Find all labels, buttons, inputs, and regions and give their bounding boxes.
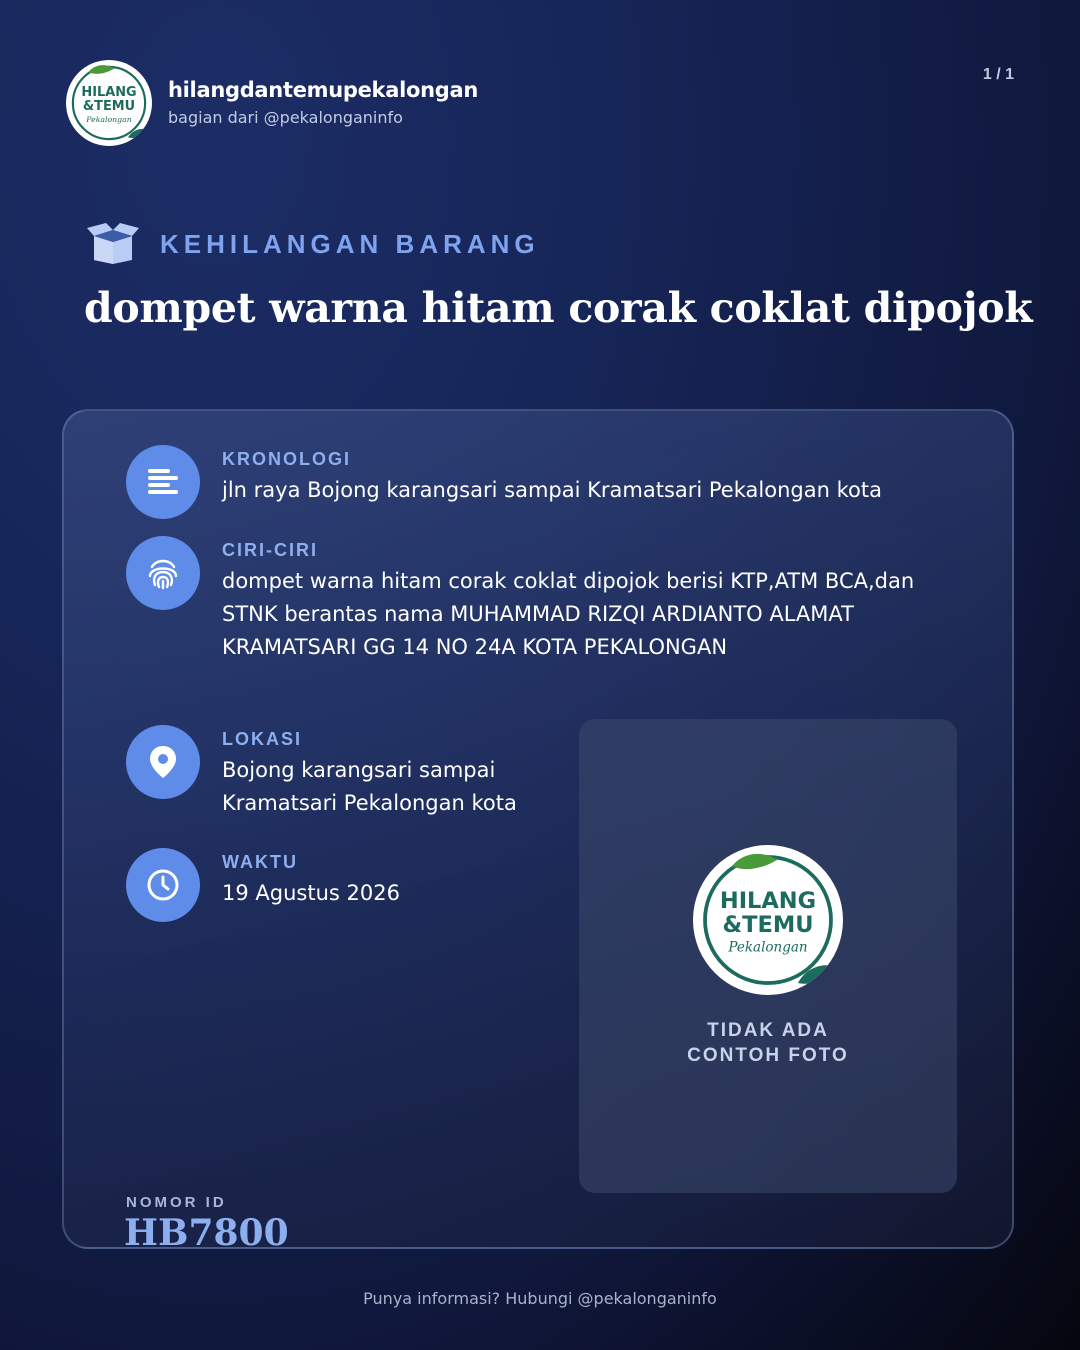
logo-line1: HILANG — [81, 85, 137, 101]
item-title: dompet warna hitam corak coklat dipojok — [84, 284, 1033, 332]
waktu-text: 19 Agustus 2026 — [222, 881, 400, 905]
logo-line1: HILANG — [719, 888, 817, 914]
account-name[interactable]: hilangdantemupekalongan — [168, 78, 479, 102]
ciri-ciri-text: dompet warna hitam corak coklat dipojok berisi KTP,ATM BCA,dan STNK berantas nama MUHAMMAD RIZQI ARDIANTO ALAMAT KRAMATSARI GG 14 NO 24A KOTA PEKALONGAN — [222, 569, 915, 659]
category-label: KEHILANGAN BARANG — [160, 229, 540, 259]
page-indicator: 1 / 1 — [982, 66, 1014, 83]
hilang-temu-logo-icon — [66, 60, 152, 146]
text-lines-icon — [126, 445, 200, 519]
clock-icon — [126, 848, 200, 922]
logo-line3: Pekalongan — [728, 939, 808, 956]
location-pin-icon — [126, 725, 200, 799]
footer-contact[interactable]: Punya informasi? Hubungi @pekalonganinfo — [363, 1289, 717, 1308]
no-photo-label: TIDAK ADA CONTOH FOTO — [687, 1020, 849, 1066]
id-label: NOMOR ID — [126, 1194, 227, 1211]
logo-line2: &TEMU — [722, 912, 814, 938]
logo-line3: Pekalongan — [86, 114, 132, 124]
no-photo-text — [579, 1018, 957, 1068]
account-subtitle: bagian dari @pekalonganinfo — [168, 108, 403, 127]
lokasi-text: Bojong karangsari sampai Kramatsari Pekalongan kota — [222, 758, 517, 815]
box-icon — [86, 222, 140, 264]
placeholder-logo — [693, 845, 843, 995]
logo-line2: &TEMU — [82, 98, 136, 114]
fingerprint-icon — [126, 536, 200, 610]
id-value: HB7800 — [124, 1212, 289, 1248]
lokasi-label: LOKASI — [222, 729, 303, 749]
waktu-label: WAKTU — [222, 852, 298, 872]
kronologi-label: KRONOLOGI — [222, 449, 351, 469]
account-avatar[interactable] — [66, 60, 152, 146]
hilang-temu-logo-icon — [693, 845, 843, 995]
kronologi-text: jln raya Bojong karangsari sampai Kramatsari Pekalongan kota — [222, 478, 882, 502]
ciri-ciri-label: CIRI-CIRI — [222, 540, 318, 560]
